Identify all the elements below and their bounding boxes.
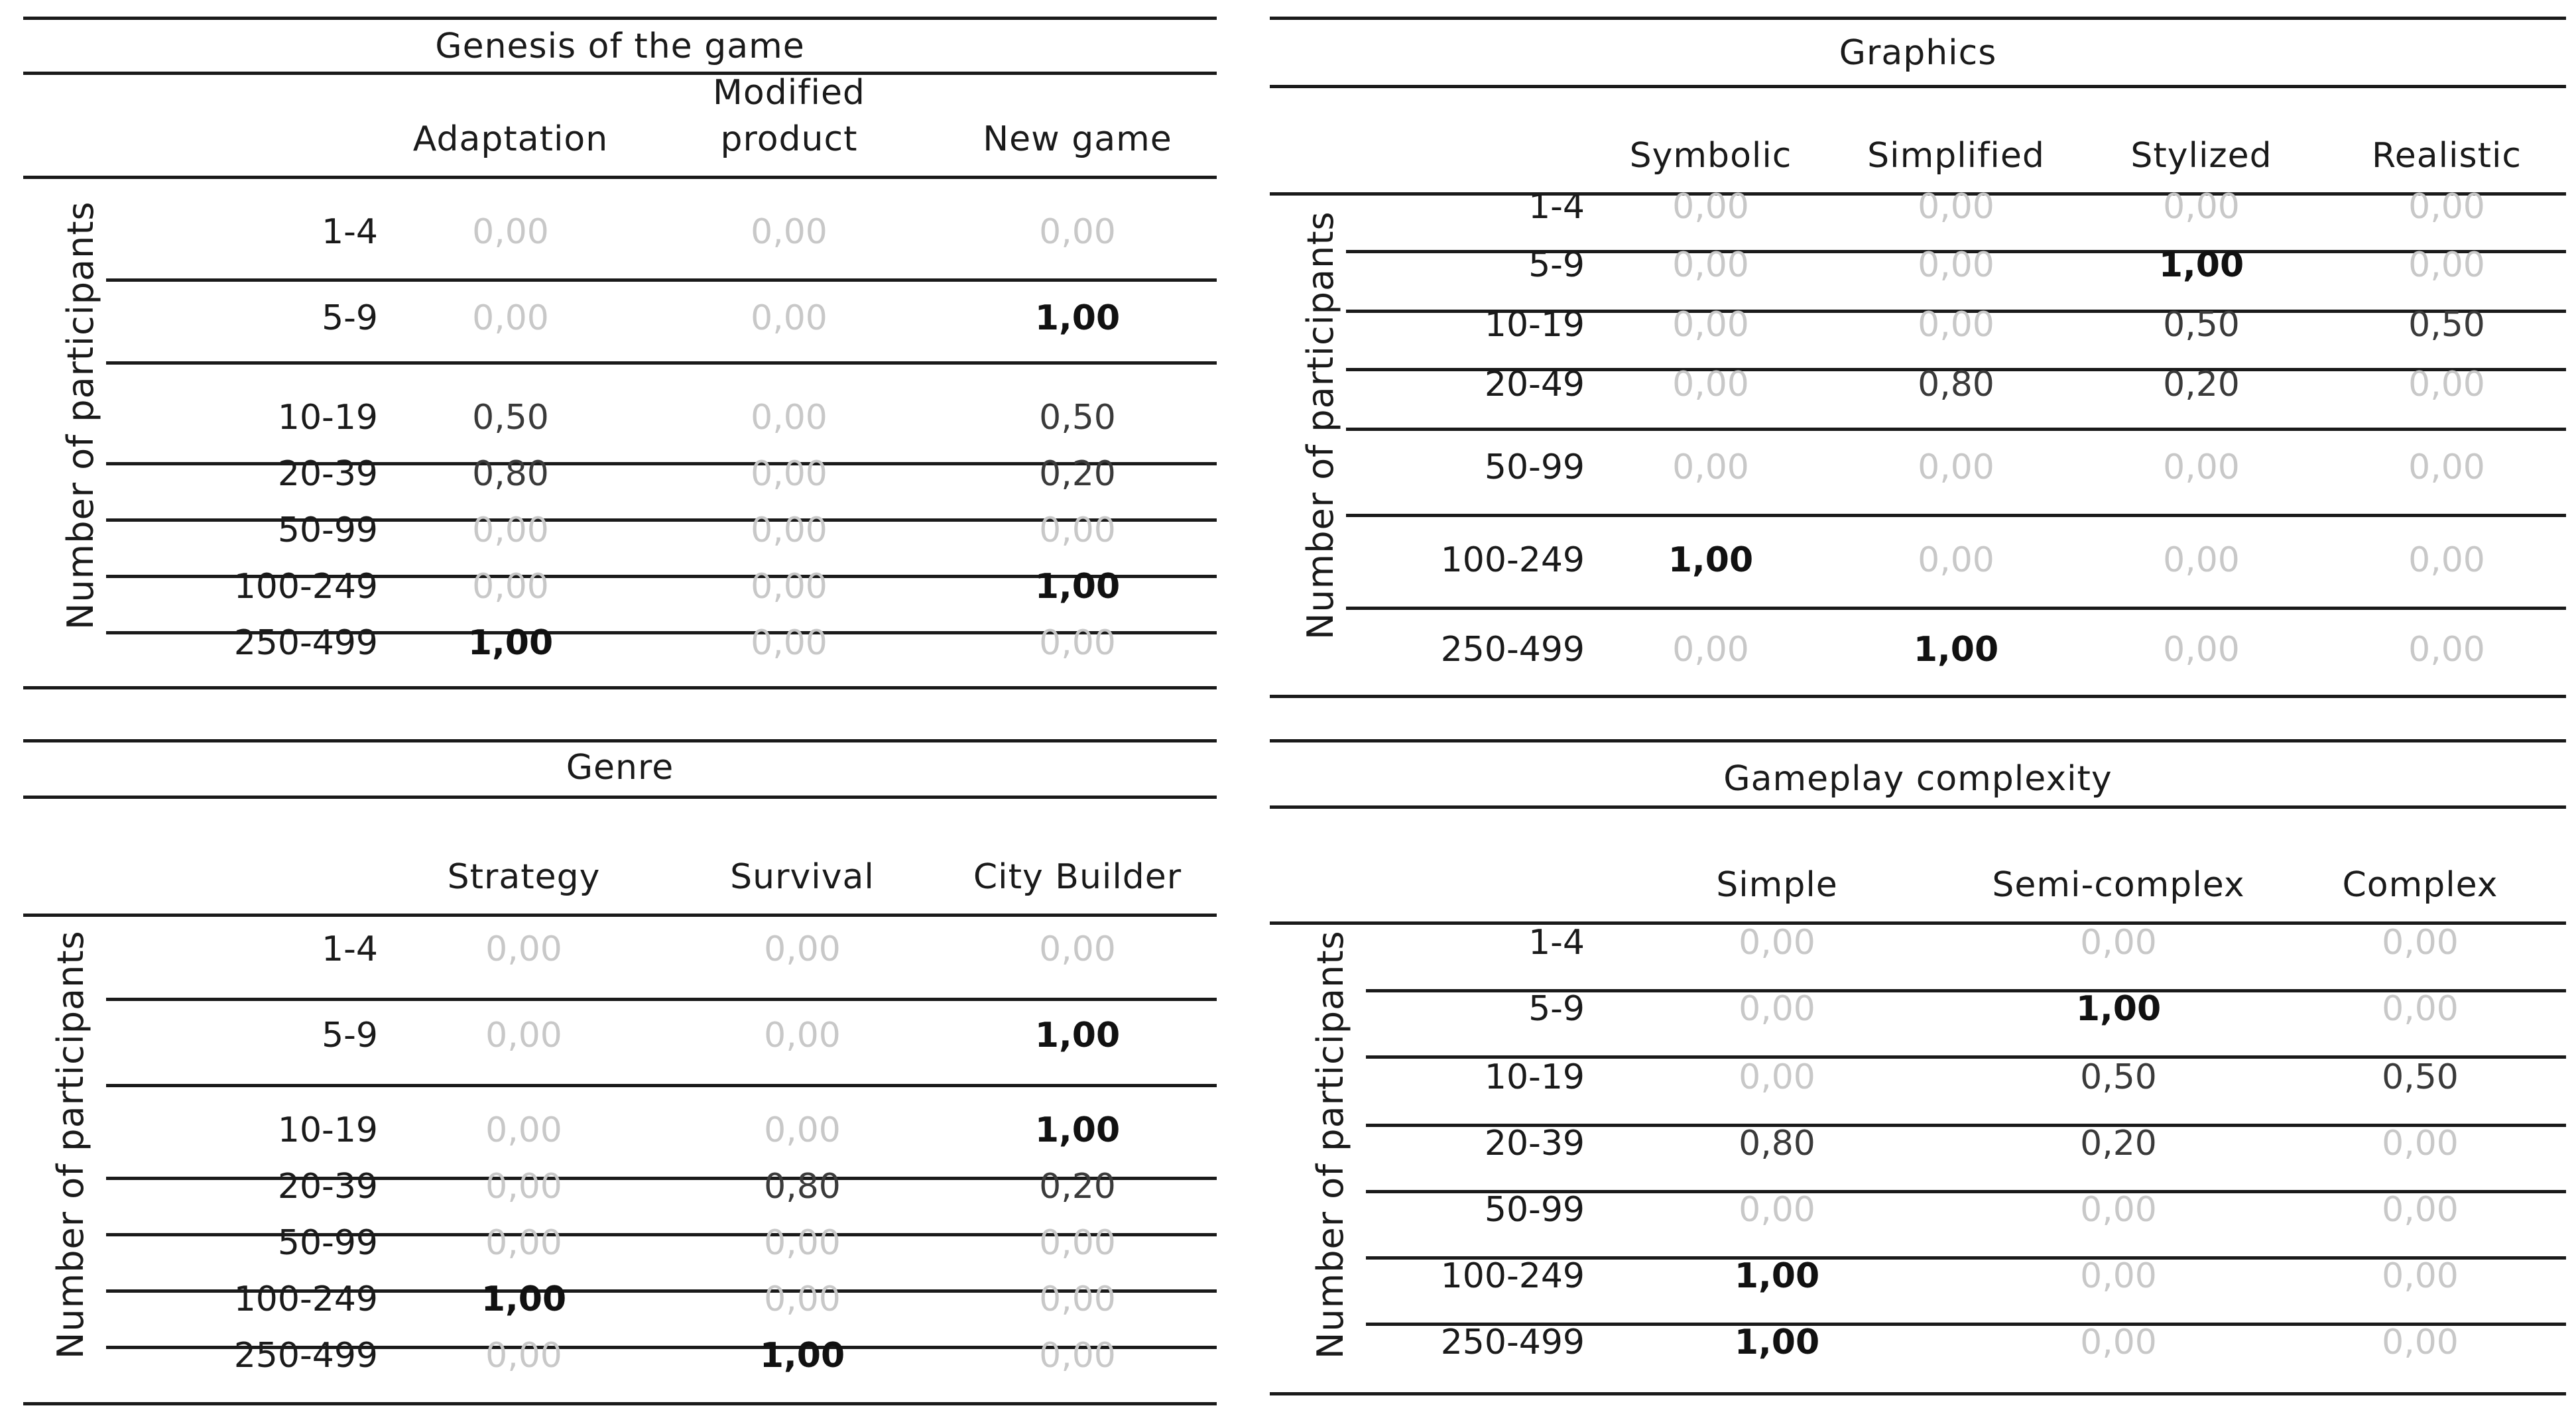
table-cell: 0,00: [2080, 1323, 2157, 1362]
table-cell: 1,00: [1034, 567, 1121, 607]
table-cell: 0,00: [1672, 245, 1749, 285]
table-cell: 0,00: [2382, 1190, 2459, 1230]
table-cell: 0,00: [751, 298, 828, 338]
row-rule: [1270, 1392, 2566, 1395]
table-cell: 0,80: [1918, 365, 1994, 404]
table-cell: 0,00: [2080, 1256, 2157, 1296]
table-cell: 0,00: [472, 298, 549, 338]
column-header: Strategy: [447, 857, 601, 897]
y-axis-label: Number of participants: [60, 201, 101, 630]
table-cell: 0,20: [1039, 454, 1116, 494]
table-cell: 0,00: [2382, 1124, 2459, 1163]
table-cell: 0,00: [2408, 187, 2485, 227]
table-cell: 0,00: [1672, 365, 1749, 404]
table-cell: 0,00: [1739, 923, 1815, 963]
table-cell: 0,00: [2408, 447, 2485, 487]
row-label: 20-39: [1484, 1124, 1585, 1163]
row-label: 50-99: [277, 1223, 378, 1263]
table-cell: 0,00: [1918, 245, 1994, 285]
row-label: 50-99: [1484, 1190, 1585, 1230]
row-label: 1-4: [322, 212, 378, 252]
table-cell: 0,00: [2408, 365, 2485, 404]
table-cell: 0,00: [1918, 187, 1994, 227]
table-cell: 0,00: [2163, 187, 2240, 227]
row-label: 20-39: [277, 1167, 378, 1207]
column-header: Stylized: [2130, 136, 2272, 176]
y-axis-label: Number of participants: [1300, 211, 1341, 640]
table-cell: 1,00: [481, 1279, 567, 1319]
table-cell: 0,00: [1739, 989, 1815, 1029]
table-cell: 0,00: [1672, 305, 1749, 345]
table-title: Genre: [566, 748, 674, 788]
table-cell: 0,00: [1039, 510, 1116, 550]
table-cell: 0,00: [472, 510, 549, 550]
header-rule: [23, 914, 1217, 917]
row-rule: [1346, 514, 2566, 517]
table-cell: 0,50: [1039, 398, 1116, 438]
table-cell: 0,00: [2080, 923, 2157, 963]
row-label: 50-99: [277, 510, 378, 550]
table-cell: 0,50: [472, 398, 549, 438]
row-label: 100-249: [1440, 1256, 1585, 1296]
table-cell: 0,00: [485, 1223, 562, 1263]
row-label: 5-9: [1528, 245, 1585, 285]
table-cell: 0,00: [1039, 1279, 1116, 1319]
table-cell: 0,80: [1739, 1124, 1815, 1163]
header-rule: [23, 176, 1217, 179]
y-axis-label: Number of participants: [1310, 930, 1351, 1359]
column-header: Realistic: [2371, 136, 2522, 176]
column-header: Semi-complex: [1992, 865, 2245, 905]
table-cell: 1,00: [1668, 540, 1754, 580]
table-cell: 0,00: [2382, 1256, 2459, 1296]
table-cell: 0,50: [2163, 305, 2240, 345]
table-title: Genesis of the game: [435, 27, 805, 66]
table-cell: 0,00: [764, 1016, 841, 1055]
table-cell: 1,00: [1913, 630, 1999, 670]
column-header: Symbolic: [1629, 136, 1792, 176]
table-cell: 1,00: [759, 1336, 845, 1376]
column-header: Survival: [730, 857, 875, 897]
table-cell: 0,00: [764, 1223, 841, 1263]
table-title: Graphics: [1839, 33, 1997, 73]
table-cell: 1,00: [1034, 1016, 1121, 1055]
table-cell: 0,50: [2080, 1057, 2157, 1097]
table-cell: 0,00: [1039, 929, 1116, 969]
table-cell: 0,00: [2080, 1190, 2157, 1230]
row-label: 10-19: [277, 398, 378, 438]
table-rule: [23, 17, 1217, 20]
row-rule: [106, 998, 1217, 1001]
row-label: 250-499: [233, 1336, 378, 1376]
table-rule: [1270, 17, 2566, 20]
row-rule: [1346, 428, 2566, 431]
table-cell: 0,00: [751, 510, 828, 550]
row-label: 1-4: [1528, 187, 1585, 227]
row-label: 10-19: [1484, 305, 1585, 345]
table-cell: 1,00: [1734, 1323, 1820, 1362]
table-cell: 0,00: [751, 623, 828, 663]
table-rule: [1270, 805, 2566, 809]
row-rule: [106, 1084, 1217, 1087]
table-cell: 0,00: [2382, 1323, 2459, 1362]
table-cell: 0,00: [2163, 447, 2240, 487]
table-rule: [23, 739, 1217, 742]
table-cell: 0,00: [1039, 1223, 1116, 1263]
row-label: 250-499: [1440, 630, 1585, 670]
table-cell: 0,20: [1039, 1167, 1116, 1207]
table-cell: 0,00: [751, 212, 828, 252]
column-header: Complex: [2342, 865, 2498, 905]
table-cell: 0,00: [764, 1110, 841, 1150]
row-label: 100-249: [233, 1279, 378, 1319]
table-rule: [1270, 739, 2566, 742]
table-cell: 0,20: [2163, 365, 2240, 404]
row-label: 5-9: [322, 1016, 378, 1055]
table-cell: 0,00: [485, 1336, 562, 1376]
table-cell: 0,00: [1039, 623, 1116, 663]
column-header: Modified product: [713, 73, 865, 159]
table-cell: 0,00: [1672, 187, 1749, 227]
row-label: 100-249: [233, 567, 378, 607]
table-cell: 0,80: [764, 1167, 841, 1207]
table-title: Gameplay complexity: [1723, 759, 2113, 799]
column-header: Simple: [1716, 865, 1838, 905]
row-label: 100-249: [1440, 540, 1585, 580]
column-header: City Builder: [973, 857, 1182, 897]
table-cell: 0,00: [764, 929, 841, 969]
table-cell: 0,00: [485, 1016, 562, 1055]
table-cell: 0,00: [2382, 923, 2459, 963]
table-cell: 0,00: [2163, 630, 2240, 670]
table-cell: 0,00: [1918, 447, 1994, 487]
table-cell: 0,00: [485, 1167, 562, 1207]
column-header: Adaptation: [412, 119, 609, 159]
table-rule: [1270, 85, 2566, 88]
table-cell: 0,00: [1672, 447, 1749, 487]
table-rule: [23, 72, 1217, 75]
table-rule: [23, 796, 1217, 799]
table-cell: 0,80: [472, 454, 549, 494]
row-rule: [23, 686, 1217, 689]
table-cell: 0,20: [2080, 1124, 2157, 1163]
table-cell: 1,00: [467, 623, 554, 663]
row-label: 250-499: [233, 623, 378, 663]
row-label: 20-49: [1484, 365, 1585, 404]
table-cell: 0,00: [1039, 1336, 1116, 1376]
row-rule: [106, 278, 1217, 282]
table-cell: 0,00: [2408, 540, 2485, 580]
row-rule: [106, 361, 1217, 365]
table-cell: 0,50: [2408, 305, 2485, 345]
table-cell: 1,00: [2075, 989, 2162, 1029]
table-cell: 0,00: [764, 1279, 841, 1319]
table-cell: 0,50: [2382, 1057, 2459, 1097]
column-header: Simplified: [1867, 136, 2045, 176]
header-rule: [1270, 921, 2566, 925]
table-cell: 0,00: [1739, 1190, 1815, 1230]
table-cell: 0,00: [485, 1110, 562, 1150]
row-label: 250-499: [1440, 1323, 1585, 1362]
table-cell: 0,00: [2163, 540, 2240, 580]
table-cell: 0,00: [1672, 630, 1749, 670]
table-cell: 1,00: [2158, 245, 2244, 285]
row-label: 10-19: [277, 1110, 378, 1150]
table-cell: 0,00: [2408, 245, 2485, 285]
table-cell: 0,00: [2382, 989, 2459, 1029]
row-label: 10-19: [1484, 1057, 1585, 1097]
table-cell: 0,00: [1739, 1057, 1815, 1097]
row-rule: [1270, 695, 2566, 698]
table-cell: 0,00: [1918, 305, 1994, 345]
table-cell: 0,00: [751, 567, 828, 607]
row-rule: [1346, 607, 2566, 610]
table-cell: 1,00: [1734, 1256, 1820, 1296]
row-label: 50-99: [1484, 447, 1585, 487]
table-cell: 0,00: [751, 398, 828, 438]
table-cell: 0,00: [472, 212, 549, 252]
row-label: 5-9: [1528, 989, 1585, 1029]
table-cell: 1,00: [1034, 1110, 1121, 1150]
table-cell: 0,00: [751, 454, 828, 494]
table-cell: 0,00: [2408, 630, 2485, 670]
table-cell: 0,00: [472, 567, 549, 607]
row-label: 1-4: [1528, 923, 1585, 963]
table-cell: 0,00: [485, 929, 562, 969]
table-cell: 0,00: [1918, 540, 1994, 580]
row-label: 20-39: [277, 454, 378, 494]
table-cell: 1,00: [1034, 298, 1121, 338]
table-cell: 0,00: [1039, 212, 1116, 252]
column-header: New game: [983, 119, 1172, 159]
y-axis-label: Number of participants: [50, 930, 92, 1359]
row-label: 1-4: [322, 929, 378, 969]
row-label: 5-9: [322, 298, 378, 338]
row-rule: [23, 1402, 1217, 1405]
